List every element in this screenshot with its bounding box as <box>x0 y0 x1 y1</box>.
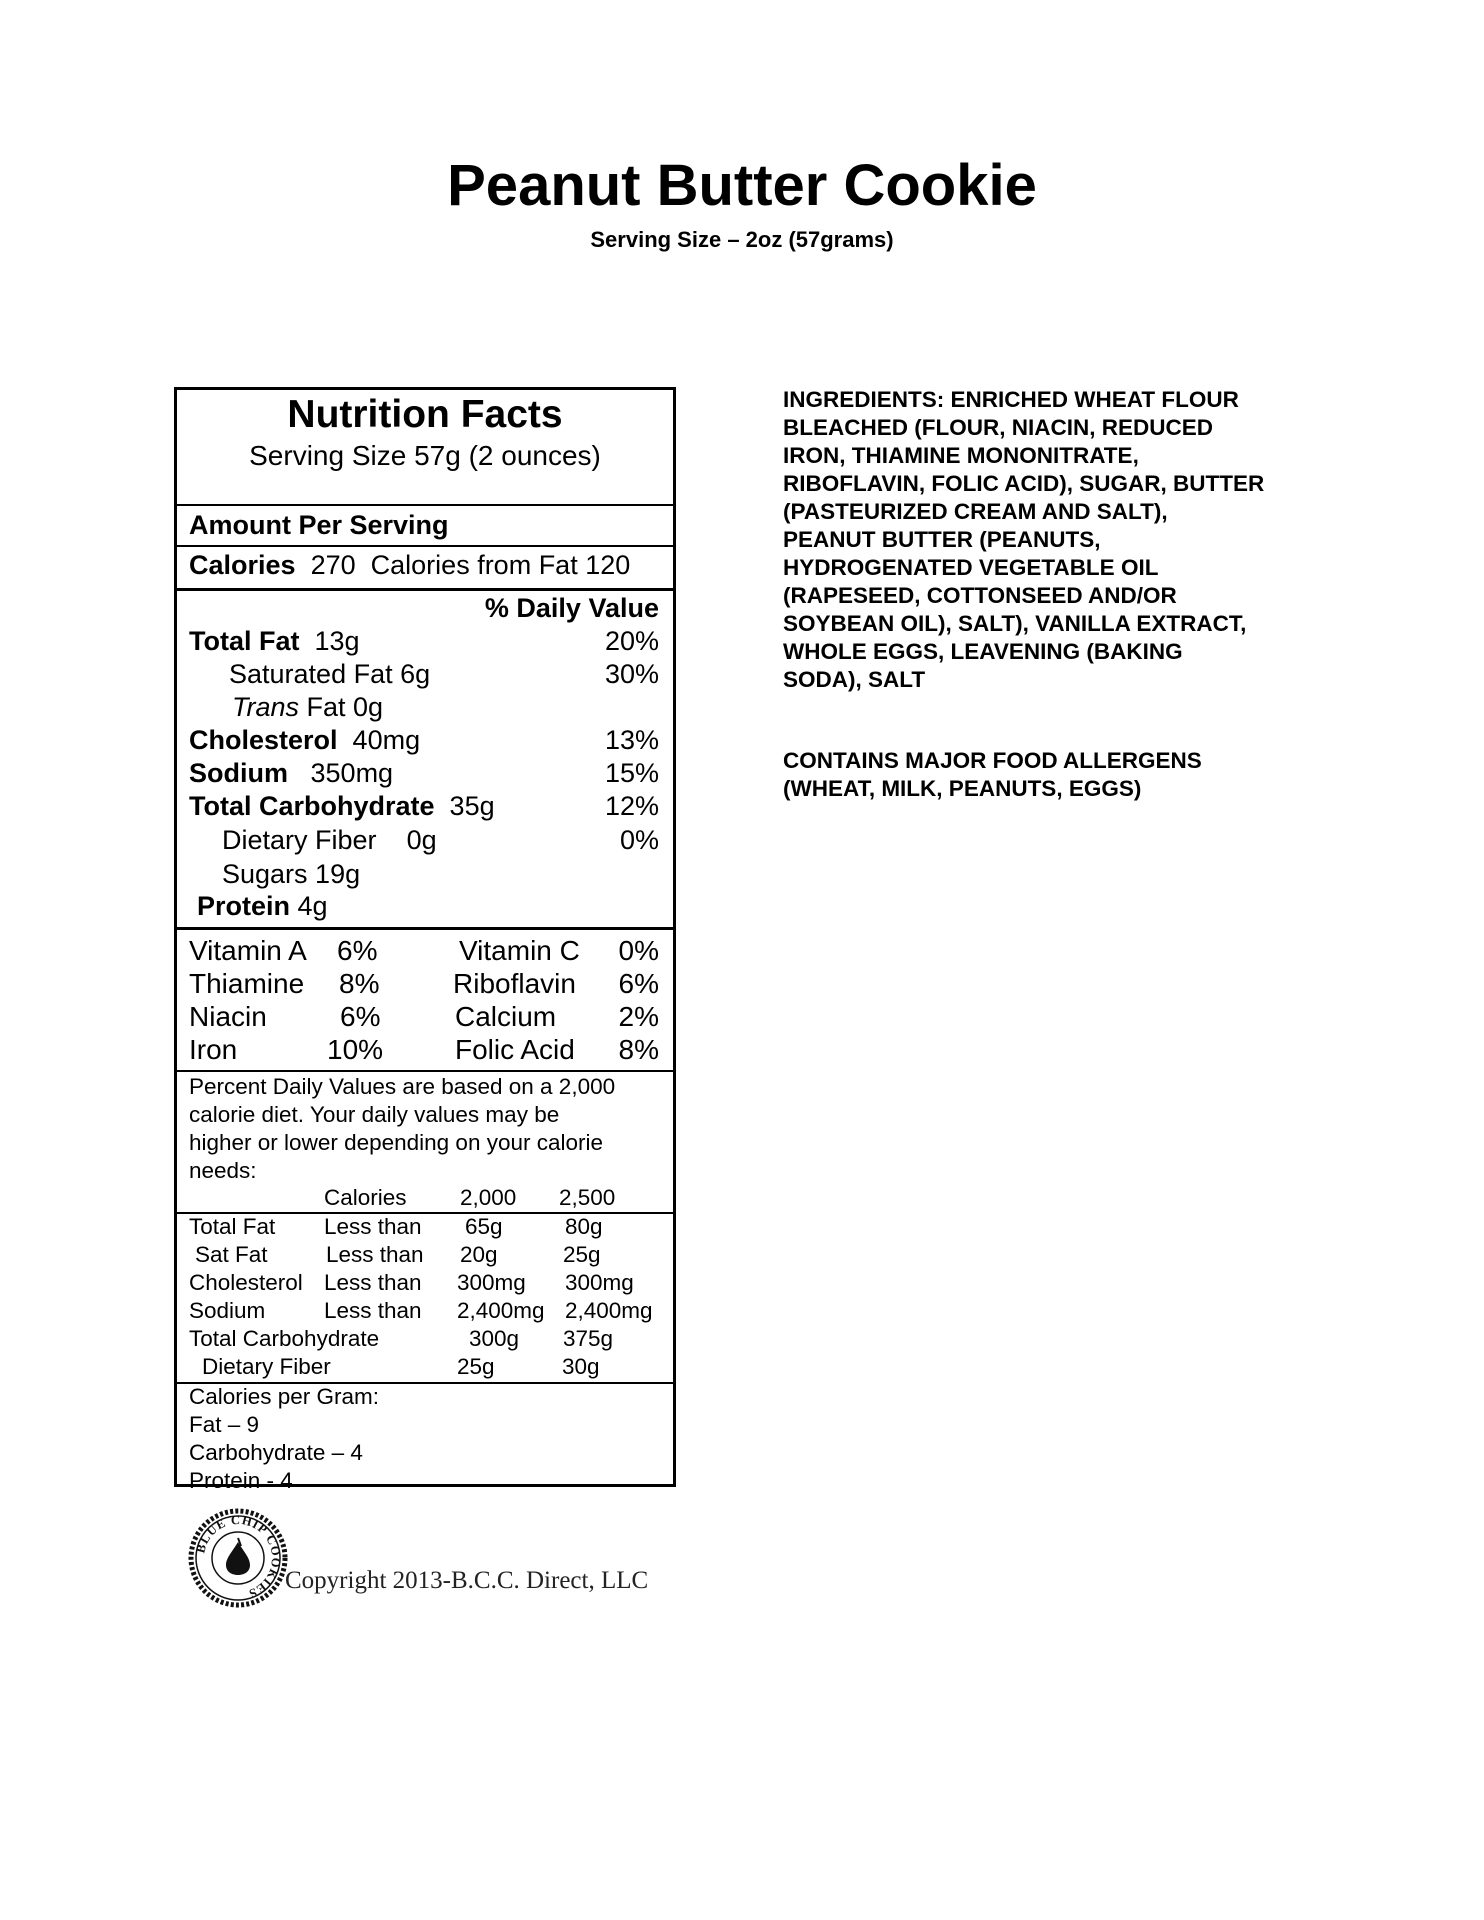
nutrient-amount: 350mg <box>310 758 394 788</box>
calories-label: Calories <box>189 550 296 580</box>
table-value-2500: 2,400mg <box>565 1298 653 1323</box>
amount-per-serving: Amount Per Serving <box>189 510 449 540</box>
calories-from-fat: Calories from Fat 120 <box>370 550 631 580</box>
niacin-value: 6% <box>340 1001 381 1032</box>
nutrient-dv: 30% <box>604 659 659 689</box>
nutrient-sugars: Sugars 19g <box>222 859 361 889</box>
nutrient-label: Sodium <box>189 758 288 788</box>
table-value-2000: 20g <box>460 1242 498 1267</box>
vitamin-a-value: 6% <box>337 935 378 966</box>
ingredients-line: HYDROGENATED VEGETABLE OIL <box>783 555 1159 580</box>
ingredients-line: WHOLE EGGS, LEAVENING (BAKING <box>783 639 1183 664</box>
table-limit: Less than <box>326 1242 424 1267</box>
vitamin-a-label: Vitamin A <box>189 935 307 966</box>
ingredients-line: SODA), SALT <box>783 667 926 692</box>
table-value-2000: 65g <box>465 1214 503 1239</box>
thiamine-value: 8% <box>339 968 380 999</box>
calcium-label: Calcium <box>455 1001 557 1032</box>
ingredients-line: RIBOFLAVIN, FOLIC ACID), SUGAR, BUTTER <box>783 471 1265 496</box>
riboflavin-label: Riboflavin <box>453 968 576 999</box>
table-value-2500: 30g <box>562 1354 600 1379</box>
vitamin-c-value: 0% <box>618 935 659 966</box>
nutrition-header <box>177 390 673 506</box>
divider <box>177 545 673 547</box>
folic-acid-value: 8% <box>618 1034 659 1065</box>
table-limit: Less than <box>324 1214 422 1239</box>
nutrient-amount: 40mg <box>352 725 421 755</box>
calories-per-gram: Protein - 4 <box>189 1468 293 1493</box>
iron-label: Iron <box>189 1034 238 1065</box>
nutrient-total-fat <box>189 625 360 657</box>
calories-value: 270 <box>310 550 356 580</box>
nutrient-total-carbohydrate <box>189 790 495 822</box>
nutrition-facts-panel <box>174 387 676 1493</box>
ingredients-line: IRON, THIAMINE MONONITRATE, <box>783 443 1139 468</box>
nutrient-dv: 13% <box>604 725 659 755</box>
divider <box>177 588 673 591</box>
nutrition-title: Nutrition Facts <box>287 393 563 436</box>
ingredients-line: SOYBEAN OIL), SALT), VANILLA EXTRACT, <box>783 611 1247 636</box>
daily-value-header: % Daily Value <box>484 593 659 623</box>
nutrient-amount: 13g <box>314 626 360 656</box>
blue-chip-cookies-logo <box>188 1508 288 1608</box>
niacin-label: Niacin <box>189 1001 267 1032</box>
riboflavin-value: 6% <box>618 968 659 999</box>
nutrient-dv: 0% <box>619 825 659 855</box>
table-nutrient: Sat Fat <box>195 1242 268 1267</box>
table-value-2500: 300mg <box>565 1270 634 1295</box>
folic-acid-label: Folic Acid <box>455 1034 575 1065</box>
ingredients-line: (PASTEURIZED CREAM AND SALT), <box>783 499 1168 524</box>
nutrient-amount: 35g <box>449 791 495 821</box>
table-nutrient: Cholesterol <box>189 1270 303 1295</box>
nutrient-amount: 4g <box>297 891 328 921</box>
nutrient-label: Cholesterol <box>189 725 338 755</box>
nutrient-saturated-fat: Saturated Fat 6g <box>229 659 431 689</box>
calories-per-gram: Calories per Gram: <box>189 1384 380 1409</box>
allergens-block <box>783 747 1323 803</box>
logo-text: BLUE CHIP COOKIES <box>193 1512 284 1602</box>
nutrient-label: Total Fat <box>189 626 300 656</box>
nutrient-label: Fat 0g <box>299 692 384 722</box>
footnote-line: higher or lower depending on your calorie <box>189 1130 604 1155</box>
page-title: Peanut Butter Cookie <box>447 153 1037 218</box>
table-nutrient: Total Carbohydrate <box>189 1326 380 1351</box>
divider <box>177 927 673 930</box>
nutrition-serving-size: Serving Size 57g (2 ounces) <box>249 440 601 471</box>
ingredients-line: BLEACHED (FLOUR, NIACIN, REDUCED <box>783 415 1213 440</box>
ingredients-line: (RAPESEED, COTTONSEED AND/OR <box>783 583 1177 608</box>
calories-row <box>189 549 630 581</box>
nutrient-cholesterol <box>189 724 420 756</box>
nutrient-amount: 0g <box>406 825 437 855</box>
ingredients-line: INGREDIENTS: ENRICHED WHEAT FLOUR <box>783 387 1239 412</box>
table-value-2500: 375g <box>563 1326 614 1351</box>
table-value-2500: 25g <box>563 1242 601 1267</box>
copyright-text: Copyright 2013-B.C.C. Direct, LLC <box>285 1567 649 1594</box>
divider <box>177 1070 673 1072</box>
nutrient-label: Total Carbohydrate <box>189 791 435 821</box>
ingredients-line: PEANUT BUTTER (PEANUTS, <box>783 527 1101 552</box>
table-value-2000: 25g <box>457 1354 495 1379</box>
calories-per-gram: Fat – 9 <box>189 1412 260 1437</box>
table-value-2000: 300g <box>469 1326 520 1351</box>
nutrient-dv: 12% <box>604 791 659 821</box>
table-value-2500: 80g <box>565 1214 603 1239</box>
table-value-2000: 300mg <box>457 1270 526 1295</box>
ingredients-block <box>783 386 1323 694</box>
allergens-line: (WHEAT, MILK, PEANUTS, EGGS) <box>783 776 1142 801</box>
page-subtitle: Serving Size – 2oz (57grams) <box>590 227 894 252</box>
table-header-calories: Calories <box>324 1185 407 1210</box>
nutrient-label: Protein <box>197 891 291 921</box>
nutrient-dietary-fiber <box>222 824 437 856</box>
table-nutrient: Dietary Fiber <box>202 1354 331 1379</box>
nutrient-label-italic: Trans <box>232 692 300 722</box>
footnote-line: Percent Daily Values are based on a 2,000 <box>189 1074 616 1099</box>
allergens-line: CONTAINS MAJOR FOOD ALLERGENS <box>783 748 1202 773</box>
table-limit: Less than <box>324 1270 422 1295</box>
vitamin-c-label: Vitamin C <box>459 935 580 966</box>
footnote-line: needs: <box>189 1158 257 1183</box>
thiamine-label: Thiamine <box>189 968 305 999</box>
calories-per-gram: Carbohydrate – 4 <box>189 1440 363 1465</box>
table-nutrient: Total Fat <box>189 1214 276 1239</box>
nutrient-protein <box>197 890 328 922</box>
footnote-line: calorie diet. Your daily values may be <box>189 1102 560 1127</box>
nutrient-dv: 20% <box>604 626 659 656</box>
table-nutrient: Sodium <box>189 1298 266 1323</box>
nutrient-label: Dietary Fiber <box>222 825 377 855</box>
table-header-2000: 2,000 <box>460 1185 517 1210</box>
table-value-2000: 2,400mg <box>457 1298 545 1323</box>
table-limit: Less than <box>324 1298 422 1323</box>
iron-value: 10% <box>327 1034 384 1065</box>
table-header-2500: 2,500 <box>559 1185 616 1210</box>
nutrient-dv: 15% <box>604 758 659 788</box>
calcium-value: 2% <box>618 1001 659 1032</box>
nutrient-trans-fat <box>232 691 383 723</box>
nutrient-sodium <box>189 757 393 789</box>
